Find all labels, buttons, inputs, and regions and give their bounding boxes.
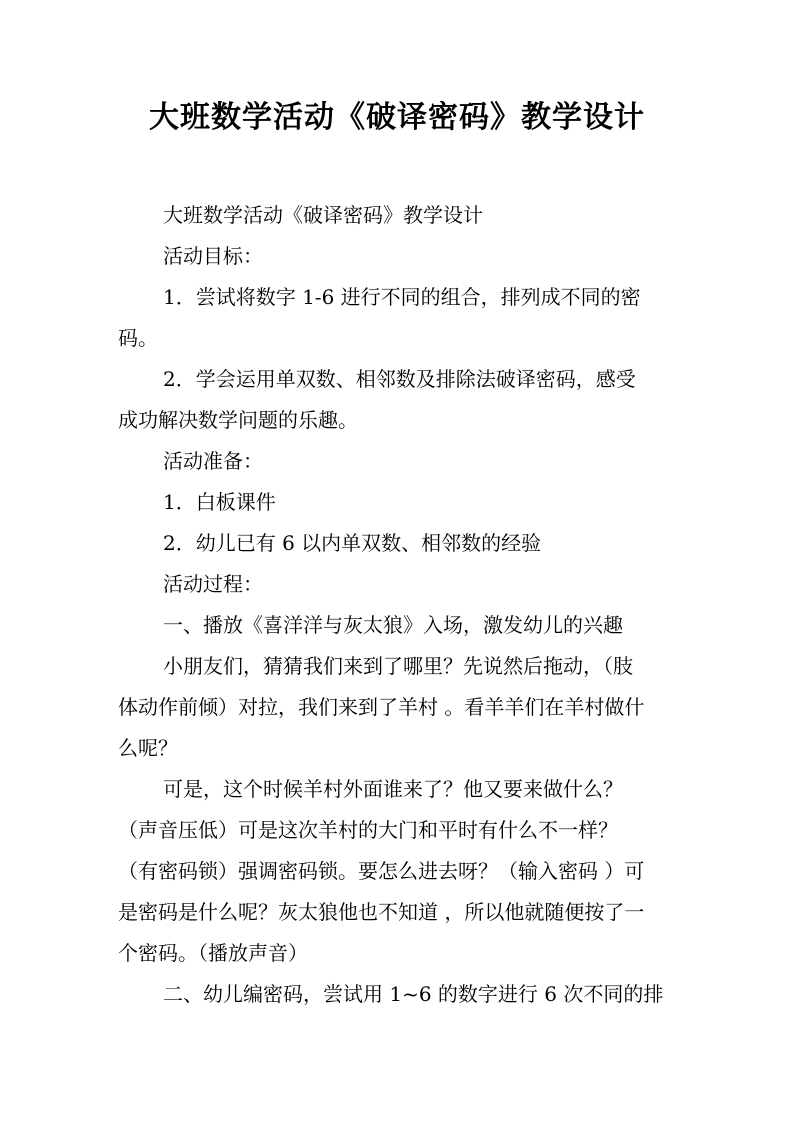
paragraph-line: 2．学会运用单双数、相邻数及排除法破译密码，感受: [163, 367, 636, 391]
paragraph-line: 码。: [118, 326, 158, 350]
paragraph-line: 小朋友们，猜猜我们来到了哪里？先说然后拖动，（肢: [163, 654, 633, 678]
paragraph-line: 体动作前倾）对拉，我们来到了羊村 。看羊羊们在羊村做什: [118, 695, 645, 719]
paragraph-line: 可是，这个时候羊村外面谁来了？他又要来做什么？: [163, 777, 623, 801]
section-heading: 活动过程：: [163, 572, 263, 596]
paragraph-line: （有密码锁）强调密码锁。要怎么进去呀？（输入密码 ）可: [118, 859, 645, 883]
paragraph-line: 二、幼儿编密码，尝试用 1~6 的数字进行 6 次不同的排: [163, 982, 664, 1006]
document-body: [118, 195, 680, 1015]
paragraph-line: 1．尝试将数字 1-6 进行不同的组合，排列成不同的密: [163, 285, 641, 309]
paragraph-line: 么呢？: [118, 736, 178, 760]
paragraph-line: 成功解决数学问题的乐趣。: [118, 408, 358, 432]
section-heading: 活动准备：: [163, 449, 263, 473]
document-title: 大班数学活动《破译密码》教学设计: [149, 100, 645, 135]
paragraph-line: 一、播放《喜洋洋与灰太狼》入场，激发幼儿的兴趣: [163, 613, 623, 637]
paragraph-line: （声音压低）可是这次羊村的大门和平时有什么不一样？: [118, 818, 618, 842]
paragraph-line: 2．幼儿已有 6 以内单双数、相邻数的经验: [163, 531, 542, 555]
paragraph-line: 大班数学活动《破译密码》教学设计: [163, 203, 483, 227]
section-heading: 活动目标：: [163, 244, 263, 268]
paragraph-line: 是密码是什么呢？灰太狼他也不知道 ，所以他就随便按了一: [118, 900, 645, 924]
paragraph-line: 个密码。（播放声音）: [118, 941, 308, 965]
paragraph-line: 1．白板课件: [163, 490, 276, 514]
